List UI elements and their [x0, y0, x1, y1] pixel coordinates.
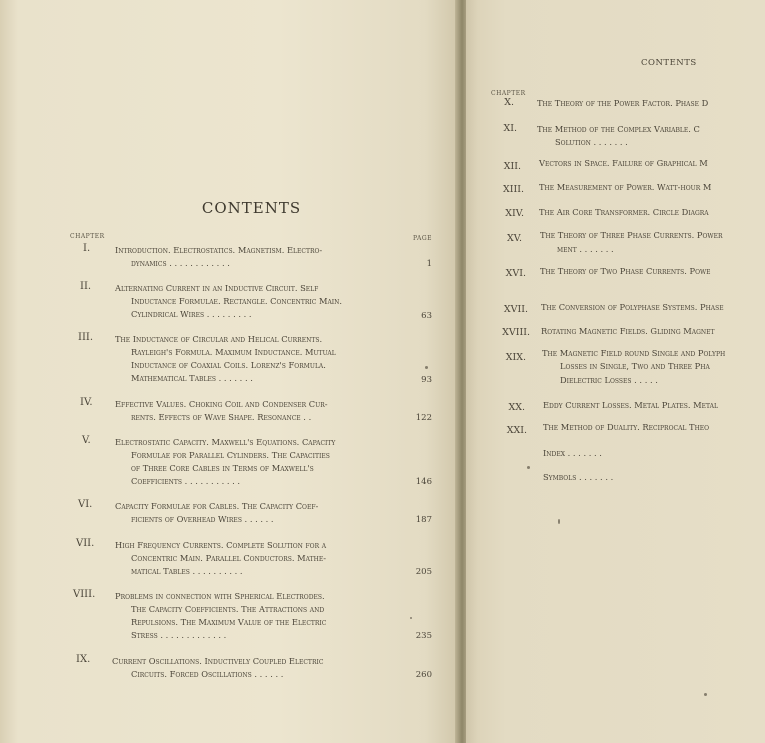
running-header: CONTENTS [641, 58, 697, 68]
chapter-number: IV. [80, 397, 93, 408]
entry-line: Vectors in Space. Failure of Graphical M [539, 158, 708, 168]
chapter-number: IX. [76, 654, 91, 665]
entry-line: Capacity Formulae for Cables. The Capacity Coef- [115, 501, 319, 511]
entry-line: The Measurement of Power. Watt-hour M [539, 182, 712, 192]
page-title: CONTENTS [201, 199, 302, 217]
page-number: 93 [421, 375, 432, 385]
chapter-number: X. [504, 97, 514, 108]
entry-line: Current Oscillations. Inductively Coupled Electric [112, 656, 324, 666]
page-column-label: PAGE [413, 235, 432, 242]
entry-line: Repulsions. The Maximum Value of the Electric [131, 617, 327, 627]
entry-line: The Conversion of Polyphase Systems. Phase [541, 302, 724, 312]
entry-line: dynamics . . . . . . . . . . . . [131, 258, 230, 268]
paper-speck [558, 519, 560, 524]
paper-speck [527, 466, 530, 469]
paper-speck [410, 617, 412, 619]
entry-line: Circuits. Forced Oscillations . . . . . . [131, 669, 284, 679]
entry-line: Symbols . . . . . . . [543, 472, 614, 482]
entry-line: Solution . . . . . . . [555, 137, 628, 147]
page-number: 205 [415, 567, 432, 577]
entry-line: Mathematical Tables . . . . . . . [131, 373, 253, 383]
entry-line: The Method of the Complex Variable. C [537, 124, 700, 134]
page-number: 146 [415, 477, 432, 487]
chapter-number: XII. [503, 161, 521, 172]
entry-line: Alternating Current in an Inductive Circuit. Self [115, 283, 319, 293]
entry-line: Rayleigh's Formula. Maximum Inductance. Mutual [131, 347, 336, 357]
chapter-number: VII. [76, 538, 95, 549]
chapter-number: II. [80, 281, 92, 292]
chapter-number: VI. [78, 499, 93, 510]
chapter-number: XIII. [502, 184, 524, 195]
chapter-number: XV. [507, 233, 522, 244]
entry-line: Cylindrical Wires . . . . . . . . . [131, 309, 252, 319]
paper-speck [704, 693, 707, 696]
entry-line: The Method of Duality. Reciprocal Theo [543, 422, 710, 432]
entry-line: Inductance Formulae. Rectangle. Concentric Main. [131, 296, 343, 306]
chapter-number: XIV. [505, 208, 524, 219]
chapter-number: XVII. [503, 304, 528, 315]
entry-line: Effective Values. Choking Coil and Condenser Cur- [115, 399, 328, 409]
page-number: 187 [415, 515, 432, 525]
entry-line: Dielectric Losses . . . . . [560, 375, 658, 385]
entry-line: The Inductance of Circular and Helical Currents. [115, 334, 323, 344]
chapter-number: V. [82, 435, 91, 446]
entry-line: The Theory of Two Phase Currents. Powe [540, 266, 711, 276]
entry-line: The Theory of the Power Factor. Phase D [537, 98, 709, 108]
entry-line: of Three Core Cables in Terms of Maxwell's [131, 463, 314, 473]
entry-line: High Frequency Currents. Complete Solution for a [115, 540, 327, 550]
entry-line: The Capacity Coefficients. The Attractions and [131, 604, 325, 614]
entry-line: Eddy Current Losses. Metal Plates. Metal [543, 400, 719, 410]
entry-line: Index . . . . . . . [543, 448, 602, 458]
chapter-column-label: CHAPTER [70, 233, 105, 240]
paper-speck [425, 366, 428, 369]
page-number: 63 [421, 311, 432, 321]
chapter-number: XXI. [506, 425, 527, 436]
entry-line: Electrostatic Capacity. Maxwell's Equations. Capacity [115, 437, 336, 447]
entry-line: Rotating Magnetic Fields. Gliding Magnet [541, 326, 715, 336]
chapter-number: VIII. [73, 589, 96, 600]
page-number: 260 [415, 670, 432, 680]
entry-line: Formulae for Parallel Cylinders. The Capacities [131, 450, 330, 460]
page-number: 235 [415, 631, 432, 641]
entry-line: rents. Effects of Wave Shape. Resonance . . [131, 412, 312, 422]
entry-line: Inductance of Coaxial Coils. Lorenz's Formula. [131, 360, 326, 370]
entry-line: ment . . . . . . . [557, 244, 614, 254]
chapter-column-label: CHAPTER [491, 90, 526, 97]
chapter-number: XVIII. [502, 327, 530, 338]
entry-line: matical Tables . . . . . . . . . . [131, 566, 243, 576]
entry-line: ficients of Overhead Wires . . . . . . [131, 514, 274, 524]
chapter-number: XVI. [505, 268, 526, 279]
entry-line: The Theory of Three Phase Currents. Power [540, 230, 723, 240]
chapter-number: I. [83, 243, 91, 254]
page-number: 122 [415, 413, 432, 423]
entry-line: The Air Core Transformer. Circle Diagra [539, 207, 709, 217]
chapter-number: III. [78, 332, 94, 343]
chapter-number: XI. [503, 123, 517, 134]
entry-line: Stress . . . . . . . . . . . . . [131, 630, 227, 640]
entry-line: The Magnetic Field round Single and Polyph [542, 348, 726, 358]
chapter-number: XIX. [505, 352, 526, 363]
chapter-number: XX. [508, 402, 525, 413]
entry-line: Introduction. Electrostatics. Magnetism. Electro- [115, 245, 323, 255]
entry-line: Problems in connection with Spherical Electrodes. [115, 591, 325, 601]
entry-line: Coefficients . . . . . . . . . . . [131, 476, 241, 486]
entry-line: Concentric Main. Parallel Conductors. Mathe- [131, 553, 327, 563]
entry-line: Losses in Single, Two and Three Pha [560, 361, 710, 371]
page-number: 1 [426, 259, 432, 269]
